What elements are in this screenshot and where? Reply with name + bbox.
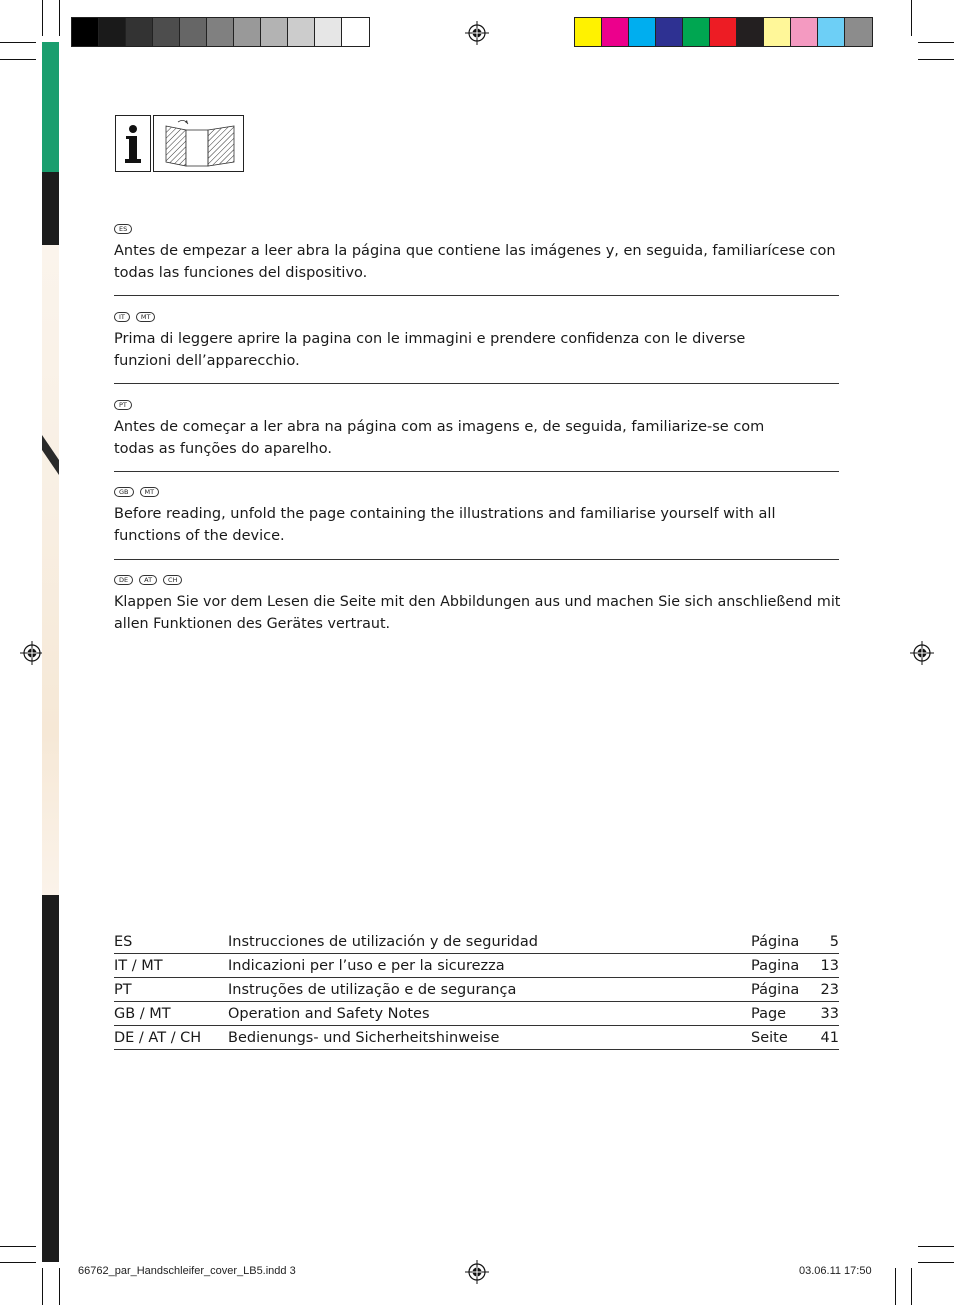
registration-mark-top-icon [465,21,489,45]
language-badges-es [114,224,132,234]
toc-page-label: Página [751,930,811,954]
divider [114,559,839,560]
instruction-text-pt: Antes de começar a ler abra na página com as imagens e, de seguida, familiarize-se com todas as funções do aparelho. [114,419,765,457]
fold-out-page-icon [154,116,243,171]
edge-strip-diagonal [42,430,59,480]
divider [114,383,839,384]
language-badge: IT [114,312,130,322]
crop-mark-tr-v [911,0,912,36]
edge-strip-dark-top [42,172,59,245]
gray-swatch [234,18,261,46]
instruction-text-de: Klappen Sie vor dem Lesen die Seite mit den Abbildungen aus und machen Sie sich anschließend mit allen Funktionen des Gerätes vertraut. [114,594,841,632]
crop-mark-tr2-h [918,59,954,60]
toc-title: Instrucciones de utilización y de seguridad [228,930,751,954]
toc-page-number: 41 [811,1026,839,1050]
gray-swatch [72,18,99,46]
crop-mark-br-h [918,1246,954,1247]
toc-page-label: Seite [751,1026,811,1050]
language-badge: MT [136,312,156,322]
language-badges-de-at-ch [114,575,182,585]
instruction-text-es: Antes de empezar a leer abra la página que contiene las imágenes y, en seguida, familiarícese con todas las funciones del dispositivo. [114,243,836,281]
color-swatch [737,18,764,46]
toc-language-code: PT [114,978,228,1002]
divider [114,295,839,296]
language-badge: DE [114,575,133,585]
divider [114,471,839,472]
crop-mark-br2-h [918,1262,954,1263]
gray-swatch [153,18,180,46]
crop-mark-bl-v [42,1268,43,1305]
crop-mark-bl-h [0,1246,36,1247]
language-badges-it-mt [114,312,155,322]
toc-row[interactable] [114,930,839,954]
gray-swatch [342,18,369,46]
color-swatch [575,18,602,46]
color-swatch [791,18,818,46]
color-swatch [656,18,683,46]
language-badges-gb-mt [114,487,159,497]
language-badge: CH [163,575,182,585]
fold-out-page-icon-box [153,115,244,172]
toc-language-code: GB / MT [114,1002,228,1026]
gray-swatch [99,18,126,46]
registration-mark-bottom-icon [465,1260,489,1284]
footer-filename: 66762_par_Handschleifer_cover_LB5.indd 3 [78,1265,296,1277]
toc-title: Operation and Safety Notes [228,1002,751,1026]
instruction-text-gb: Before reading, unfold the page containing the illustrations and familiarise yourself with all functions of the device. [114,506,776,544]
crop-mark-br-v [895,1268,896,1305]
edge-strip-dark-bottom [42,895,59,1262]
info-icon-box [115,115,151,172]
toc-row[interactable] [114,1002,839,1026]
edge-strip-light [42,245,59,895]
toc-language-code: IT / MT [114,954,228,978]
crop-mark-tr-h [918,42,954,43]
grayscale-color-bar [71,17,370,47]
toc-row[interactable] [114,978,839,1002]
color-swatch [683,18,710,46]
toc-page-number: 5 [811,930,839,954]
crop-mark-bl2-v [59,1268,60,1305]
language-badge: ES [114,224,132,234]
color-swatch [710,18,737,46]
toc-title: Instruções de utilização e de segurança [228,978,751,1002]
info-icon [116,116,150,171]
registration-mark-right-icon [910,641,934,665]
crop-mark-tl-h [0,42,36,43]
toc-language-code: DE / AT / CH [114,1026,228,1050]
color-swatch [818,18,845,46]
toc-page-number: 13 [811,954,839,978]
crop-mark-bl2-h [0,1262,36,1263]
gray-swatch [288,18,315,46]
language-badge: AT [139,575,157,585]
toc-page-label: Página [751,978,811,1002]
toc-row[interactable] [114,1026,839,1050]
registration-mark-left-icon [20,641,44,665]
gray-swatch [315,18,342,46]
toc-page-number: 23 [811,978,839,1002]
gray-swatch [261,18,288,46]
language-badges-pt [114,400,132,410]
toc-title: Bedienungs- und Sicherheitshinweise [228,1026,751,1050]
language-badge: PT [114,400,132,410]
gray-swatch [207,18,234,46]
toc-language-code: ES [114,930,228,954]
gray-swatch [126,18,153,46]
color-swatch [602,18,629,46]
crop-mark-tl-v [42,0,43,36]
edge-strip-green [42,42,59,172]
process-color-bar [574,17,873,47]
gray-swatch [180,18,207,46]
color-swatch [764,18,791,46]
table-of-contents [114,930,839,1050]
toc-page-label: Pagina [751,954,811,978]
color-swatch [845,18,872,46]
language-badge: GB [114,487,134,497]
crop-mark-tl2-h [0,59,36,60]
crop-mark-tl2-v [59,0,60,36]
footer-timestamp: 03.06.11 17:50 [799,1265,872,1277]
toc-row[interactable] [114,954,839,978]
color-swatch [629,18,656,46]
crop-mark-br2-v [911,1268,912,1305]
toc-page-label: Page [751,1002,811,1026]
instruction-text-it: Prima di leggere aprire la pagina con le immagini e prendere confidenza con le diverse funzioni dell’apparecchio. [114,331,746,369]
language-badge: MT [140,487,160,497]
toc-title: Indicazioni per l’uso e per la sicurezza [228,954,751,978]
toc-page-number: 33 [811,1002,839,1026]
